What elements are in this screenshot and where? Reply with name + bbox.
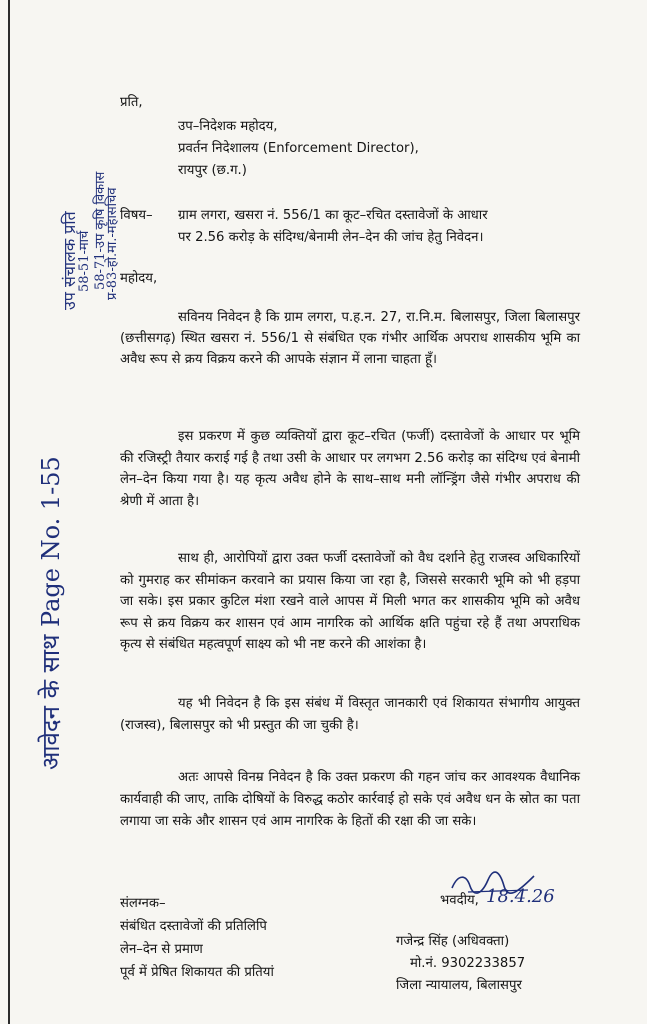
recipient-line-1: उप–निदेशक महोदय, [178,119,278,134]
margin-note-main: आवेदन के साथ Page No. 1-55 [37,456,65,770]
paragraph-5: अतः आपसे विनम्र निवेदन है कि उक्त प्रकरण की गहन जांच कर आवश्यक वैधानिक कार्यवाही की जाए, ताकि दोषियों के विरुद्ध कठोर कार्रवाई हो सके एवं अवैध धन के स्रोत का पता लगाया जा सके और शासन एवं आम नागरिक के हितों की रक्षा की जा सके। [120,770,580,829]
margin-note-5: प्र-83-हो.मा.-महासचिव [105,187,120,300]
salutation: महोदय, [120,271,158,286]
recipient-line-3: रायपुर (छ.ग.) [178,163,247,178]
margin-line [8,0,10,1024]
subject-label: विषय– [120,208,153,223]
recipient-line-2: प्रवर्तन निदेशालय (Enforcement Director), [178,141,419,156]
subject-line-2: पर 2.56 करोड़ के संदिग्ध/बेनामी लेन–देन की जांच हेतु निवेदन। [178,230,484,245]
enclosure-label: संलग्नक– [120,896,166,911]
signatory-place: जिला न्यायालय, बिलासपुर [396,978,522,993]
margin-note-4: 58-71-उप कृषि विकास [93,171,108,290]
signatory-mobile: मो.नं. 9302233857 [410,956,526,971]
enclosure-item: लेन–देन से प्रमाण [120,942,203,957]
paragraph-3: साथ ही, आरोपियों द्वारा उक्त फर्जी दस्तावेजों को वैध दर्शाने हेतु राजस्व अधिकारियों को गुमराह कर सीमांकन करवाने का प्रयास किया जा रहा है, जिससे सरकारी भूमि को भी हड़पा जा सके। इस प्रकार कुटिल मंशा रखने वाले आपस में मिली भगत कर शासकीय भूमि को अवैध रूप से क्रय विक्रय कर शासन एवं आम नागरिक को आर्थिक क्षति पहुंचा रहे हैं तथा अपराधिक कृत्य से संबंधित महत्वपूर्ण साक्ष्य को भी नष्ट करने की आशंका है। [120,551,580,652]
enclosure-item: पूर्व में प्रेषित शिकायत की प्रतियां [120,965,274,980]
closing: भवदीय, [440,893,479,908]
subject-line-1: ग्राम लगरा, खसरा नं. 556/1 का कूट–रचित दस्तावेजों के आधार [178,208,488,223]
paragraph-2: इस प्रकरण में कुछ व्यक्तियों द्वारा कूट–रचित (फर्जी) दस्तावेजों के आधार पर भूमि की रजिस्ट्री तैयार कराई गई है तथा उसी के आधार पर लगभग 2.56 करोड़ का संदिग्ध एवं बेनामी लेन–देन किया गया है। यह कृत्य अवैध होने के साथ–साथ मनी लॉन्ड्रिंग जैसे गंभीर अपराध की श्रेणी में आता है। [120,429,580,509]
margin-note-3: 58-51-मार्च [77,230,92,292]
handwritten-date: 18.4.26 [486,886,555,907]
paragraph-4: यह भी निवेदन है कि इस संबंध में विस्तृत जानकारी एवं शिकायत संभागीय आयुक्त (राजस्व), बिलासपुर को भी प्रस्तुत की जा चुकी है। [120,696,580,733]
margin-note-2: उप संचालक प्रति [60,211,79,310]
signatory-name: गजेन्द्र सिंह (अधिवक्ता) [396,934,510,949]
paragraph-1: सविनय निवेदन है कि ग्राम लगरा, प.ह.न. 27, रा.नि.म. बिलासपुर, जिला बिलासपुर (छत्तीसगढ़) स्थित खसरा नं. 556/1 से संबंधित एक गंभीर आर्थिक अपराध शासकीय भूमि का अवैध रूप से क्रय विक्रय करने की आपके संज्ञान में लाना चाहता हूँ। [120,310,580,367]
prati: प्रति, [120,95,143,110]
enclosure-item: संबंधित दस्तावेजों की प्रतिलिपि [120,919,267,934]
